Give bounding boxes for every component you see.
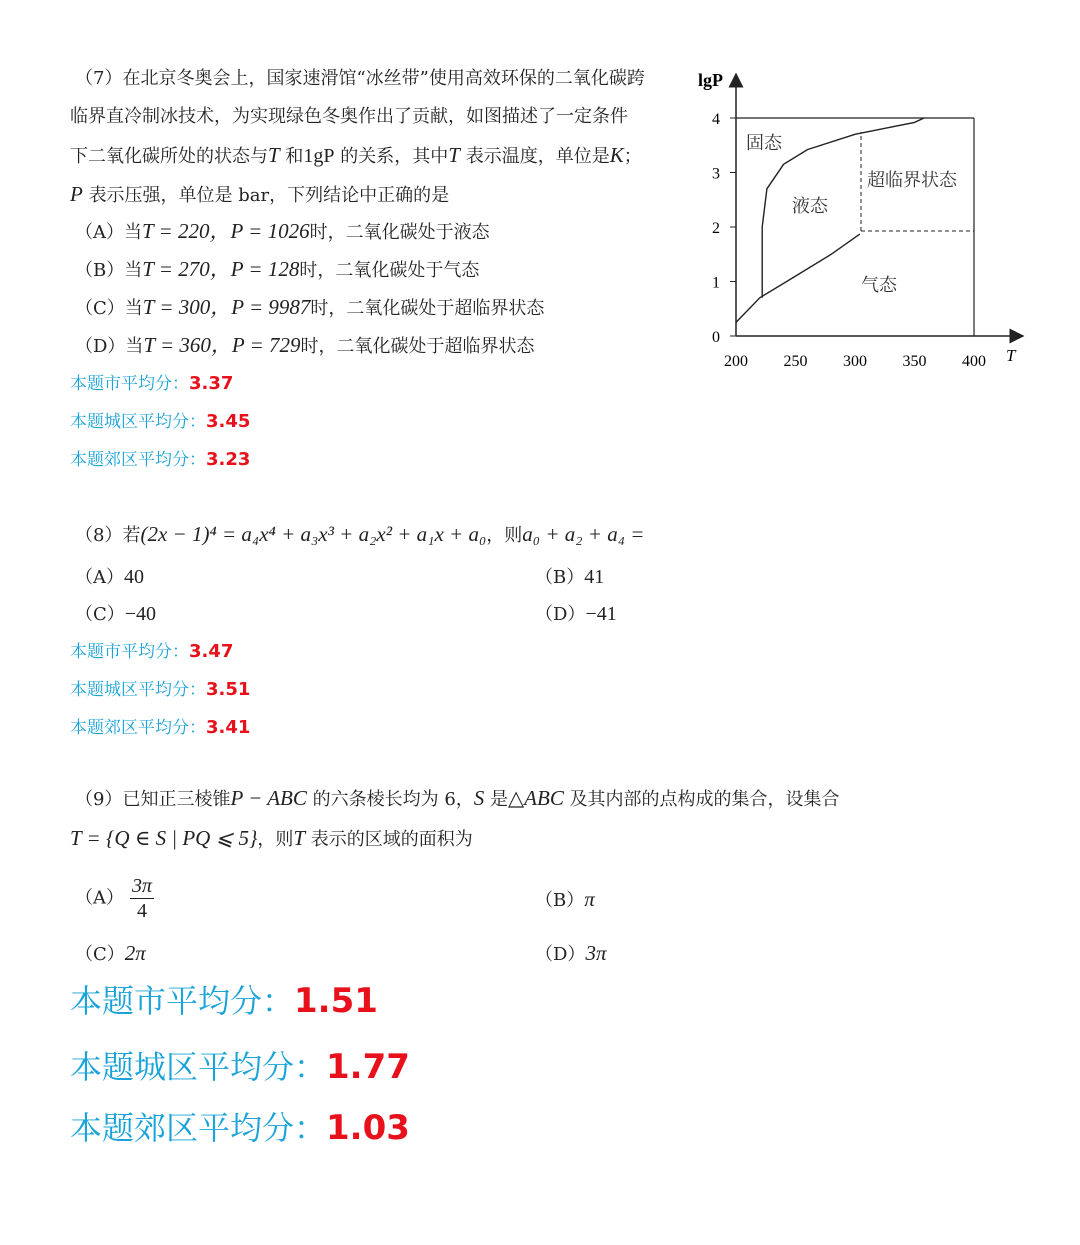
q9-option-d: （D）3π: [535, 941, 607, 965]
phase-diagram: [690, 60, 1040, 380]
y-axis-label: lgP: [698, 70, 723, 90]
y-tick-label: 3: [712, 165, 720, 183]
q7-line4: P 表示压强，单位是 bar，下列结论中正确的是: [70, 182, 450, 206]
region-supercritical-label: 超临界状态: [867, 170, 957, 190]
x-axis-label: T: [1006, 346, 1016, 365]
q8-option-d: （D）−41: [535, 603, 617, 625]
y-tick-label: 1: [712, 274, 720, 292]
x-tick-label: 250: [783, 353, 808, 370]
x-tick-label: 300: [843, 353, 867, 370]
y-tick-labels: [712, 111, 736, 346]
q9-option-c: （C）2π: [75, 941, 146, 965]
q9-option-a: （A） $\frac{3\pi}{4}$: [75, 875, 153, 922]
q8-option-b: （B）41: [535, 566, 605, 588]
x-tick-label: 350: [902, 353, 927, 370]
x-tick-label: 200: [724, 353, 748, 370]
q7-line1: （7）在北京冬奥会上，国家速滑馆“冰丝带”使用高效环保的二氧化碳跨: [75, 68, 645, 89]
q7-line3: 下二氧化碳所处的状态与T 和1gP 的关系，其中T 表示温度，单位是K；: [70, 143, 642, 167]
y-tick-label: 0: [712, 329, 720, 346]
q8-score-suburban: 本题郊区平均分：3.41: [70, 717, 251, 738]
q7-option-b: （B）当T = 270，P = 128时，二氧化碳处于气态: [75, 257, 480, 281]
q9-score-urban: 本题城区平均分：1.77: [70, 1047, 410, 1087]
region-gas-label: 气态: [861, 275, 897, 295]
liquid-gas-boundary-curve: [736, 234, 860, 322]
q7-score-suburban: 本题郊区平均分：3.23: [70, 449, 251, 470]
q8-stem: （8）若(2x − 1)⁴ = a₄x⁴ + a₃x³ + a₂x² + a₁x + a₀，则a₀ + a₂ + a₄ =: [75, 522, 645, 546]
y-tick-label: 2: [712, 220, 720, 237]
q7-line2: 临界直冷制冰技术，为实现绿色冬奥作出了贡献，如图描述了一定条件: [70, 106, 628, 127]
region-solid-label: 固态: [746, 133, 782, 153]
q8-score-city: 本题市平均分：3.47: [70, 641, 234, 662]
solid-liquid-boundary-curve: [762, 118, 924, 298]
q7-option-d: （D）当T = 360，P = 729时，二氧化碳处于超临界状态: [75, 333, 535, 357]
q9-score-city: 本题市平均分：1.51: [70, 981, 378, 1021]
q8-score-urban: 本题城区平均分：3.51: [70, 679, 251, 700]
q7-score-city: 本题市平均分：3.37: [70, 373, 234, 394]
q9-score-suburban: 本题郊区平均分：1.03: [70, 1108, 410, 1148]
y-tick-label: 4: [712, 111, 720, 128]
q9-line2: T = {Q ∈ S | PQ ⩽ 5}，则T 表示的区域的面积为: [70, 826, 473, 850]
q8-option-a: （A）40: [75, 566, 144, 588]
q7-score-urban: 本题城区平均分：3.45: [70, 411, 251, 432]
x-tick-label: 400: [962, 353, 986, 370]
q7-option-c: （C）当T = 300，P = 9987时，二氧化碳处于超临界状态: [75, 295, 545, 319]
q9-line1: （9）已知正三棱锥P − ABC 的六条棱长均为 6，S 是△ABC 及其内部的点构成的集合，设集合: [75, 786, 840, 810]
x-tick-labels: [724, 353, 986, 370]
region-liquid-label: 液态: [792, 196, 828, 216]
q9-option-b: （B）π: [535, 887, 595, 911]
q7-option-a: （A）当T = 220，P = 1026时，二氧化碳处于液态: [75, 219, 490, 243]
q8-option-c: （C）−40: [75, 603, 157, 625]
